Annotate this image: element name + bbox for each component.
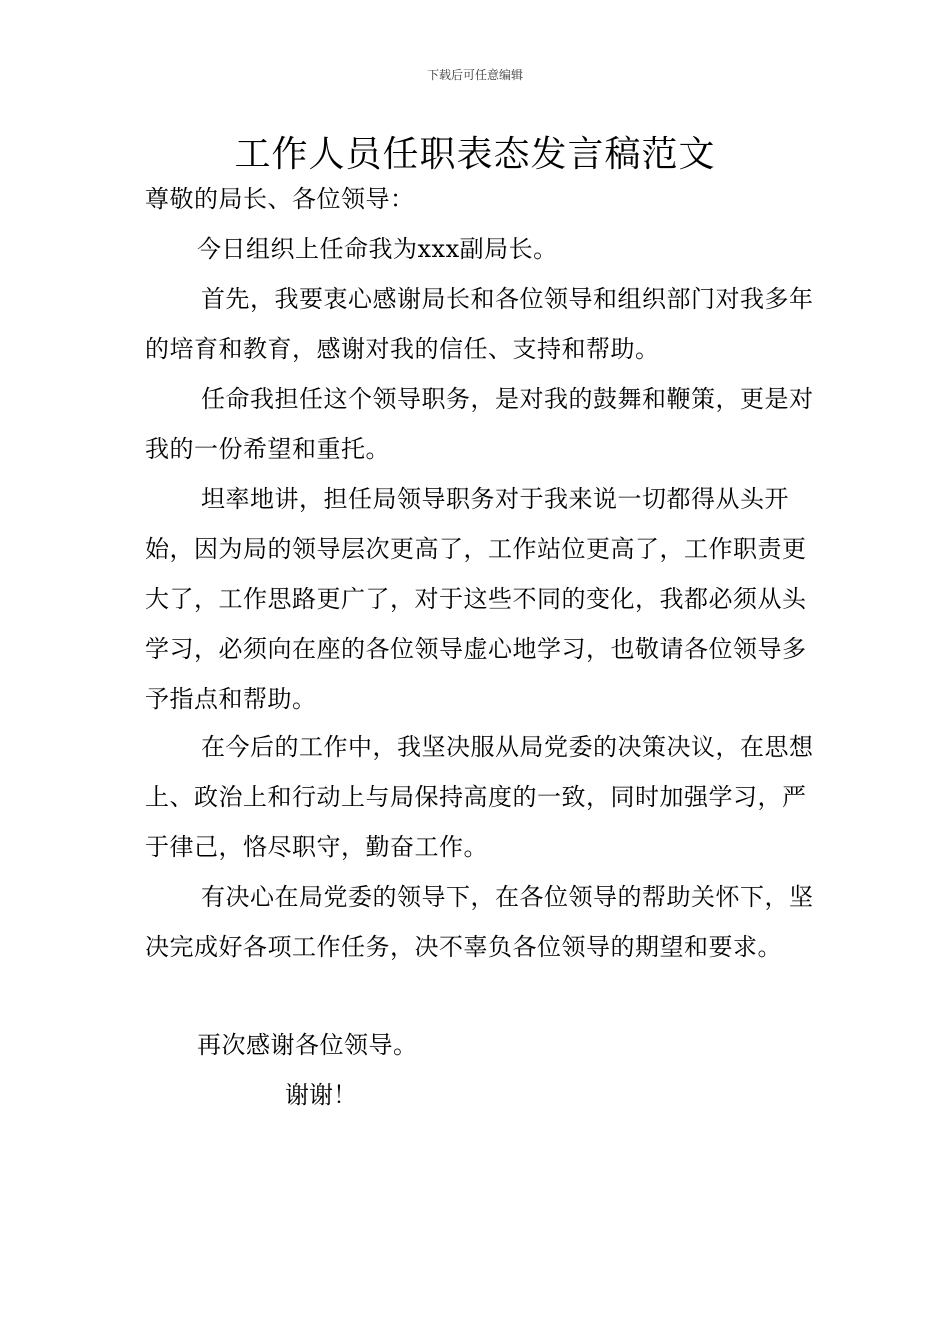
salutation: 尊敬的局长、各位领导： bbox=[145, 185, 415, 213]
closing-thanks: 谢谢！ bbox=[285, 1081, 357, 1109]
paragraph-learning: 坦率地讲，担任局领导职务对于我来说一切都得从头开始，因为局的领导层次更高了，工作站位更高了，工作职责更大了，工作思路更广了，对于这些不同的变化，我都必须从头学习，必须向在座的各位领导虚心地学习，也敬请各位领导多予指点和帮助。 bbox=[145, 485, 807, 713]
paragraph-commitment: 在今后的工作中，我坚决服从局党委的决策决议，在思想上、政治上和行动上与局保持高度的一致，同时加强学习，严于律己，恪尽职守，勤奋工作。 bbox=[145, 733, 814, 861]
paragraph-gratitude: 首先，我要衷心感谢局长和各位领导和组织部门对我多年的培育和教育，感谢对我的信任、支持和帮助。 bbox=[145, 285, 814, 363]
document-title: 工作人员任职表态发言稿范文 bbox=[234, 134, 716, 175]
header-note: 下载后可任意编辑 bbox=[426, 68, 523, 82]
paragraph-encouragement: 任命我担任这个领导职务，是对我的鼓舞和鞭策，更是对我的一份希望和重托。 bbox=[145, 385, 814, 463]
paragraph-thanks-again: 再次感谢各位领导。 bbox=[197, 1031, 418, 1059]
paragraph-appointment: 今日组织上任命我为xxx副局长。 bbox=[197, 235, 558, 263]
paragraph-determination: 有决心在局党委的领导下，在各位领导的帮助关怀下，坚决完成好各项工作任务，决不辜负各位领导的期望和要求。 bbox=[145, 883, 814, 961]
